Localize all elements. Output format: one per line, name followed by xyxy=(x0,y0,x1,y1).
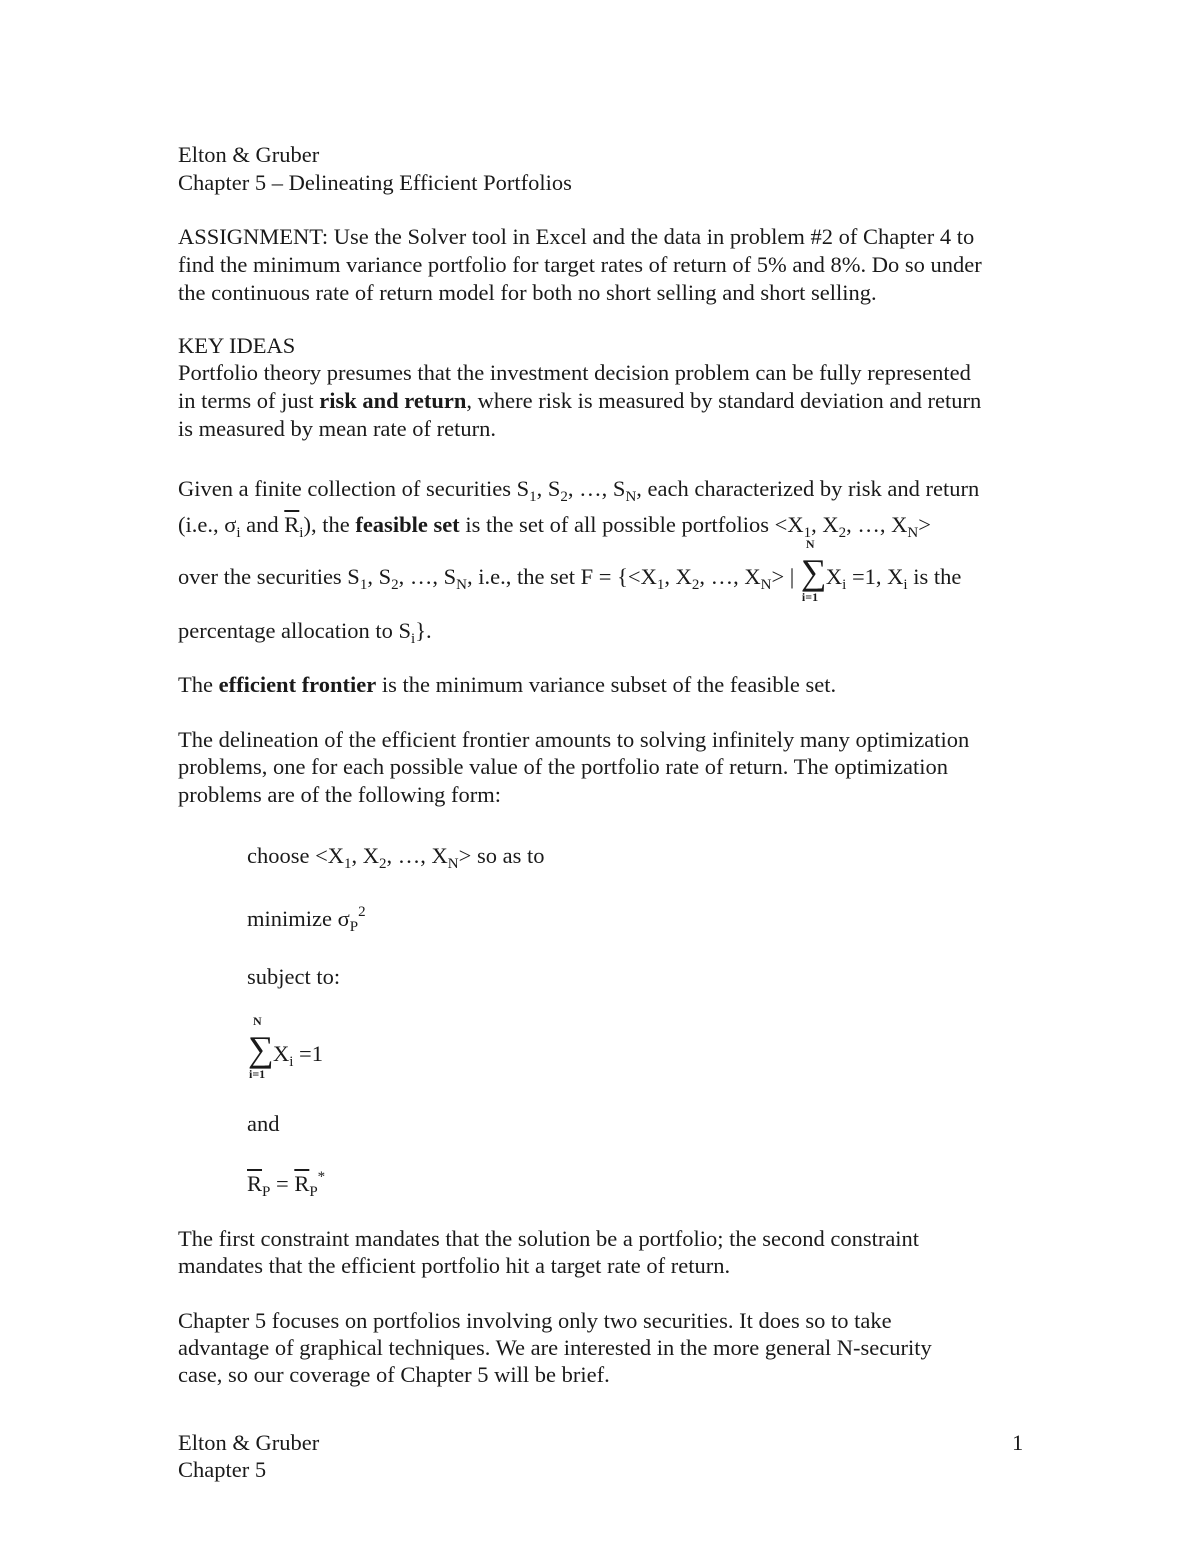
footer-author: Elton & Gruber xyxy=(178,1430,320,1455)
efficient-frontier-term: efficient frontier xyxy=(218,672,377,697)
chapter-title: Chapter 5 – Delineating Efficient Portfolios xyxy=(178,170,572,195)
constraint-note-line-1: The first constraint mandates that the solution be a portfolio; the second constraint xyxy=(178,1226,920,1251)
minimize-line: minimize $\sigma_P^2$ xyxy=(247,904,366,935)
page-number: 1 xyxy=(1012,1430,1024,1455)
key-ideas-heading: KEY IDEAS xyxy=(178,333,296,358)
constraint-note-line-2: mandates that the efficient portfolio hit a target rate of return. xyxy=(178,1253,731,1278)
delineation-line-1: The delineation of the efficient frontier amounts to solving infinitely many optimization xyxy=(178,727,970,752)
choose-line: choose $<X_1$, $X_2$, …, $X_N>$ so as to xyxy=(247,843,545,872)
feasible-line-1: Given a finite collection of securities $S_1$, $S_2$, …, $S_N$, each characterized by risk and return xyxy=(178,476,980,505)
constraint-sum-line: N ∑ i=1 $X_i =1$ xyxy=(248,1014,323,1081)
chapter-focus-line-3: case, so our coverage of Chapter 5 will be brief. xyxy=(178,1362,610,1387)
assignment-line-2: find the minimum variance portfolio for target rates of return of 5% and 8%. Do so under xyxy=(178,252,982,277)
assignment-line-1: ASSIGNMENT: Use the Solver tool in Excel and the data in problem #2 of Chapter 4 to xyxy=(178,224,975,249)
header-author: Elton & Gruber xyxy=(178,142,320,167)
summation-symbol: N ∑ i=1 xyxy=(248,1014,274,1081)
subject-to-line: subject to: xyxy=(247,964,341,989)
key-ideas-line-2: in terms of just risk and return, where risk is measured by standard deviation and return xyxy=(178,388,982,413)
feasible-line-4: percentage allocation to $S_i$}. xyxy=(178,618,432,647)
delineation-line-2: problems, one for each possible value of the portfolio rate of return. The optimization xyxy=(178,754,948,779)
key-ideas-line-3: is measured by mean rate of return. xyxy=(178,416,496,441)
footer-chapter: Chapter 5 xyxy=(178,1457,267,1482)
and-line: and xyxy=(247,1111,280,1136)
feasible-line-3: over the securities $S_1$, $S_2$, …, $S_N$, i.e., the set $F = \{<X_1$, $X_2$, …, $X_N>$ | N ∑ i=1 $X_i =1$, $X_i$ is the xyxy=(178,537,962,604)
summation-symbol: N ∑ i=1 xyxy=(800,537,827,604)
assignment-line-3: the continuous rate of return model for both no short selling and short selling. xyxy=(178,280,877,305)
chapter-focus-line-2: advantage of graphical techniques. We are interested in the more general N-security xyxy=(178,1335,932,1360)
feasible-line-2: (i.e., $\sigma_i$ and $\overline{R}_i$), the feasible set is the set of all possible portfolios $<X_1$, $X_2$, …, $X_N>$ xyxy=(178,512,931,541)
chapter-focus-line-1: Chapter 5 focuses on portfolios involving only two securities. It does so to take xyxy=(178,1308,892,1333)
return-constraint-line: $\overline{R}_P = \overline{R}_P^*$ xyxy=(247,1169,326,1200)
key-ideas-line-1: Portfolio theory presumes that the investment decision problem can be fully represented xyxy=(178,360,971,385)
efficient-frontier-line: The efficient frontier is the minimum variance subset of the feasible set. xyxy=(178,672,837,697)
feasible-set-term: feasible set xyxy=(355,512,460,537)
risk-and-return-term: risk and return xyxy=(319,388,467,413)
delineation-line-3: problems are of the following form: xyxy=(178,782,502,807)
